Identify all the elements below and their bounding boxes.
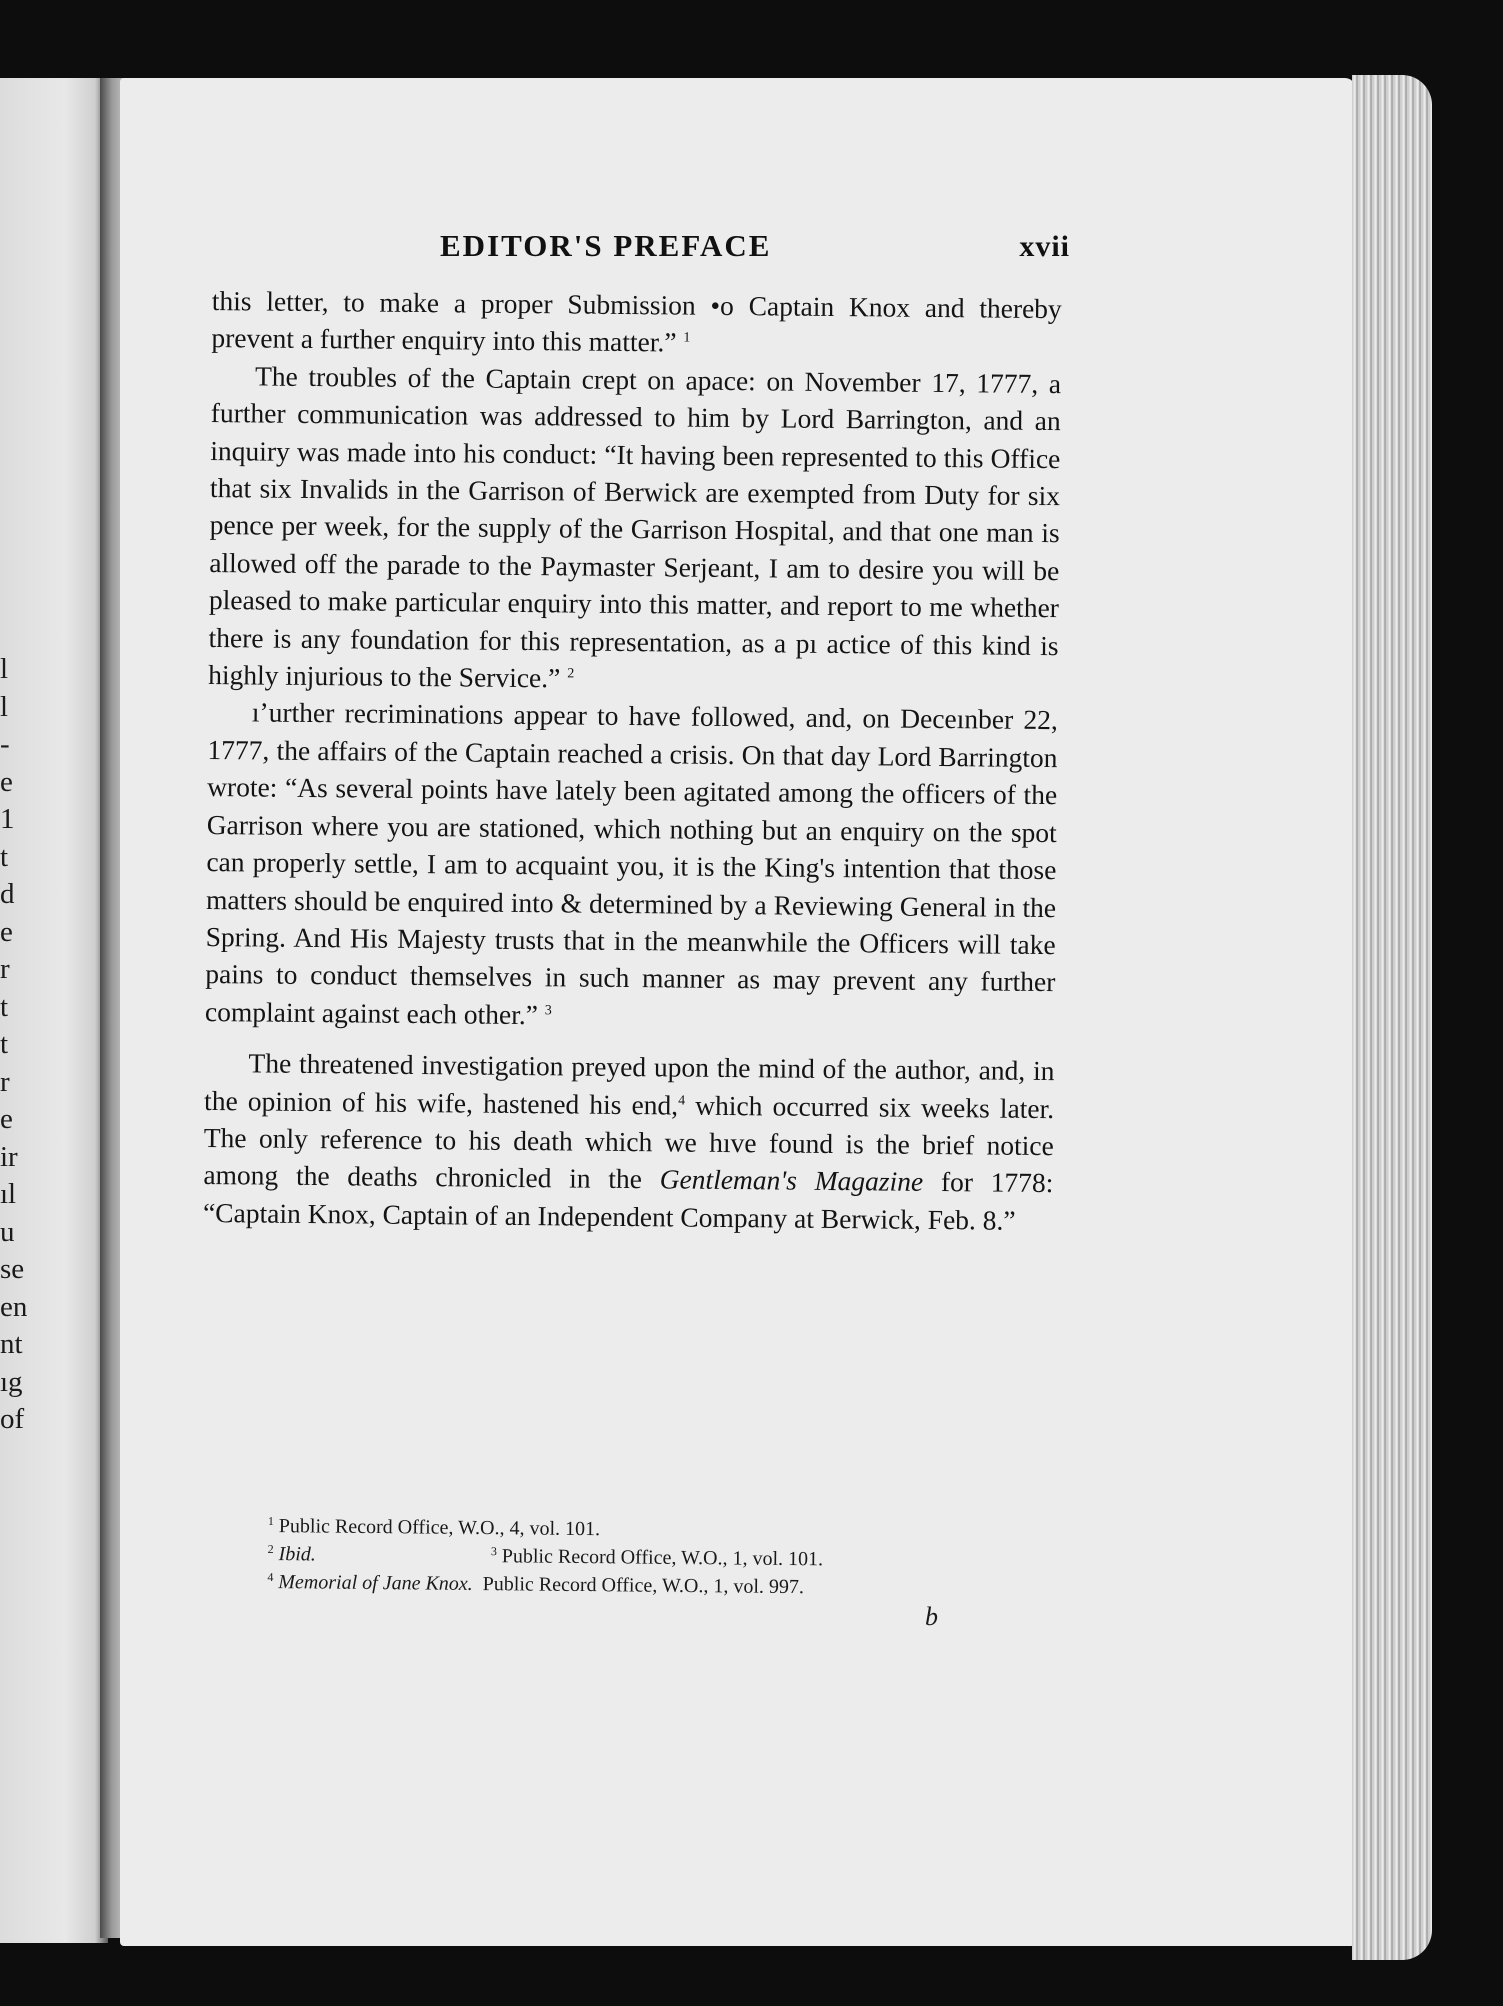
left-page-fragment: d xyxy=(0,878,15,910)
left-page-fragment: r xyxy=(0,953,10,985)
footnote-ref-1: 1 xyxy=(683,330,691,347)
left-page-fragment: ıl xyxy=(0,1178,17,1210)
footnotes xyxy=(267,1512,1008,1603)
paragraph-1: this letter, to make a proper Submission •o Captain Knox and thereby prevent a further enquiry into this matter.” $^1$ xyxy=(211,284,1062,358)
left-page-fragment: l xyxy=(0,690,9,723)
footnote-ref-2: 2 xyxy=(567,666,575,682)
left-page-fragment: l xyxy=(0,653,9,685)
page-header xyxy=(220,228,1070,268)
left-page-fragment: - xyxy=(0,728,10,760)
magazine-title: Gentleman's Magazine xyxy=(659,1163,924,1198)
paragraph-4: The threatened investigation preyed upon the mind of the author, and, in the opinion of his wife, hastened his end,$^4$ which occurred six weeks later. The only reference to his death which we hıve found is the brief notice among the deaths chronicled in the Gentleman's Magazine for 1778: “Captain Knox, Captain of an Independent Company at Berwick, Feb. 8.” xyxy=(202,1047,1055,1236)
footnote-2-3: $^2$ Ibid. $^3$ Public Record Office, W.O., 1, vol. 101. xyxy=(267,1541,824,1571)
paragraph-3: ı’urther recriminations appear to have followed, and, on Deceınber 22, 1777, the affairs of the Captain rеached a crisis. On that day Lord Barrington wrote: “As several points have lately been agitated among the officers of the Garrison where you are stationed, which nothing but an enquiry on the spot can properly settle, I am to acquaint you, it is the King's intention that those matters should be enquired into & determined by a Reviewing General in the Spring. And His Majesty trusts that in the meanwhile the Officers will take pains to conduct themselves in such manner as may prevent any further complaint against each other.” $^3$ xyxy=(204,696,1058,1030)
left-page-fragment: nt xyxy=(0,1328,23,1360)
left-page-fragment: e xyxy=(0,1103,13,1135)
page-fore-edge xyxy=(1352,75,1432,1960)
paragraph-2: The troubles of the Captain crept on apace: on November 17, 1777, a further communication was addressed to him by Lord Barrington, and an inquiry was made into his conduct: “It having been represented to this Office that six Invalids in the Garrison of Berwick are exempted from Duty for six pence per week, for the supply of the Garrison Hospital, and that one man is allowed off the parade to the Paymaster Serjeant, I am to desire you will be pleased to make particular enquiry into this matter, and report to me whether there is any foundation for this representation, as a pı actice of this kind is highly injurious to the Servicе.” $^2$ xyxy=(208,360,1062,694)
left-page-fragment: r xyxy=(0,1065,10,1098)
footnote-4: $^4$ Memorial of Jane Knox. Public Record Office, W.O., 1, vol. 997. xyxy=(267,1569,805,1599)
page-number: xvii xyxy=(1019,230,1070,263)
left-page-fragment: ıg xyxy=(0,1365,23,1398)
left-page-fragment: t xyxy=(0,840,9,873)
left-page-fragment: en xyxy=(0,1290,28,1323)
left-page-fragment: e xyxy=(0,765,13,798)
footnote-ref-4: 4 xyxy=(678,1093,686,1109)
left-page-fragment: t xyxy=(0,1028,9,1060)
running-head: EDITOR'S PREFACE xyxy=(440,228,772,263)
left-page-fragment: ir xyxy=(0,1140,18,1173)
left-page-fragment: se xyxy=(0,1253,25,1285)
left-page-fragment: t xyxy=(0,990,9,1023)
footnote-1: $^1$ Public Record Office, W.O., 4, vol. 101. xyxy=(267,1513,601,1541)
left-page-fragment: u xyxy=(0,1215,15,1248)
signature-mark: b xyxy=(925,1602,938,1631)
left-page-fragment: e xyxy=(0,915,13,948)
left-page-fragment: 1 xyxy=(0,803,15,835)
footnote-ref-3: 3 xyxy=(544,1002,552,1019)
body-text xyxy=(203,282,1062,1239)
left-page-fragment: of xyxy=(0,1403,25,1435)
left-facing-page xyxy=(0,78,108,1943)
